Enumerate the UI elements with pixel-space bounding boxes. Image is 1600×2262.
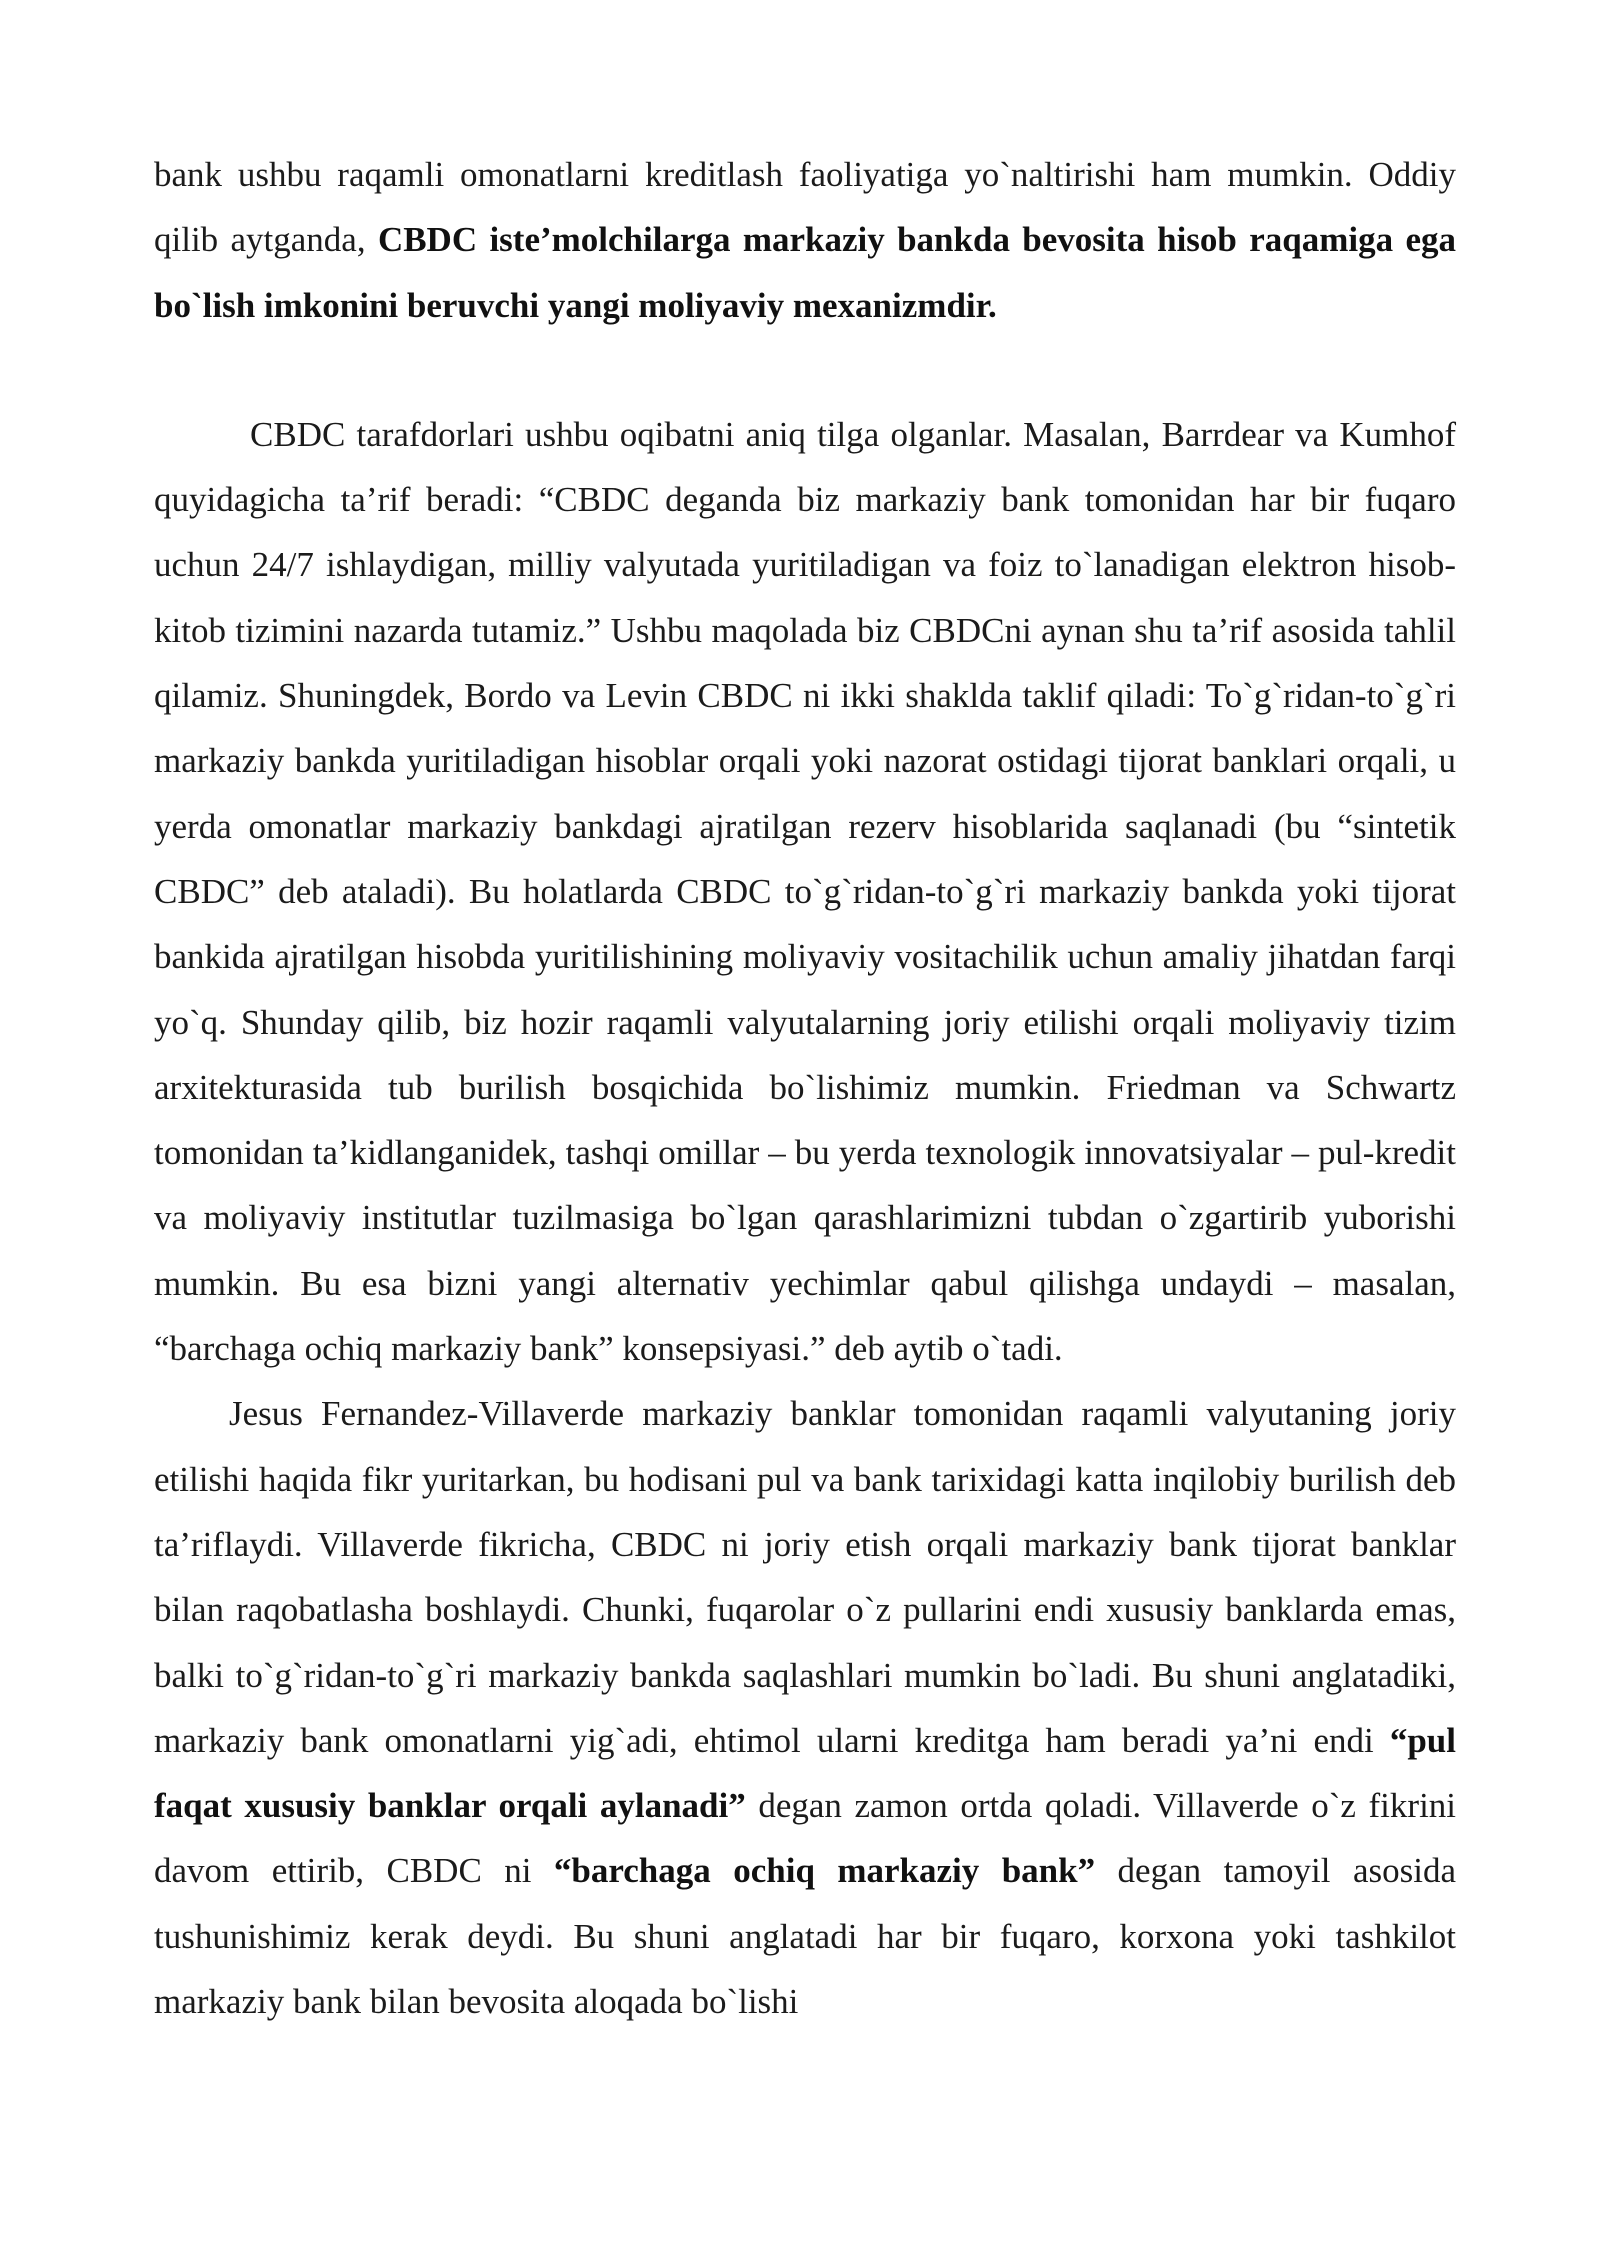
paragraph-1 (154, 142, 1456, 338)
paragraph-3-text-a: Jesus Fernandez-Villaverde markaziy banklar tomonidan raqamli valyutaning joriy etilishi haqida fikr yuritarkan, bu hodisani pul va bank tarixidagi katta inqilobiy burilish deb ta’riflaydi. Villaverde fikricha, CBDC ni joriy etish orqali markaziy bank tijorat banklar bilan raqobatlasha boshlaydi. Chunki, fuqarolar o`z pullarini endi xususiy banklarda emas, balki to`g`ridan-to`g`ri markaziy bankda saqlashlari mumkin bo`ladi. Bu shuni anglatadiki, markaziy bank omonatlarni yig`adi, ehtimol ularni kreditga ham beradi ya’ni endi (154, 1394, 1456, 1760)
paragraph-2 (154, 402, 1456, 1381)
paragraph-1-bold-definition: CBDC iste’molchilarga markaziy bankda bevosita hisob raqamiga ega bo`lish imkonini beruvchi yangi moliyaviy mexanizmdir. (154, 220, 1456, 325)
document-page (154, 142, 1456, 2034)
paragraph-3 (154, 1381, 1456, 2034)
paragraph-3-text-c: degan tamoyil asosida tushunishimiz kerak deydi. Bu shuni anglatadi har bir fuqaro, korxona yoki tashkilot markaziy bank bilan bevosita aloqada bo`lishi (154, 1851, 1456, 2022)
paragraph-2-text: CBDC tarafdorlari ushbu oqibatni aniq tilga olganlar. Masalan, Barrdear va Kumhof quyidagicha ta’rif beradi: “CBDC deganda biz markaziy bank tomonidan har bir fuqaro uchun 24/7 ishlaydigan, milliy valyutada yuritiladigan va foiz to`lanadigan elektron hisob-kitob tizimini nazarda tutamiz.” Ushbu maqolada biz CBDCni aynan shu ta’rif asosida tahlil qilamiz. Shuningdek, Bordo va Levin CBDC ni ikki shaklda taklif qiladi: To`g`ridan-to`g`ri markaziy bankda yuritiladigan hisoblar orqali yoki nazorat ostidagi tijorat banklari orqali, u yerda omonatlar markaziy bankdagi ajratilgan rezerv hisoblarida saqlanadi (bu “sintetik CBDC” deb ataladi). Bu holatlarda CBDC to`g`ridan-to`g`ri markaziy bankda yoki tijorat bankida ajratilgan hisobda yuritilishining moliyaviy vositachilik uchun amaliy jihatdan farqi yo`q. Shunday qilib, biz hozir raqamli valyutalarning joriy etilishi orqali moliyaviy tizim arxitekturasida tub burilish bosqichida bo`lishimiz mumkin. Friedman va Schwartz tomonidan ta’kidlanganidek, tashqi omillar – bu yerda texnologik innovatsiyalar – pul-kredit va moliyaviy institutlar tuzilmasiga bo`lgan qarashlarimizni tubdan o`zgartirib yuborishi mumkin. Bu esa bizni yangi alternativ yechimlar qabul qilishga undaydi – masalan, “barchaga ochiq markaziy bank” konsepsiyasi.” deb aytib o`tadi. (154, 414, 1456, 1369)
paragraph-3-bold-quote-2: “barchaga ochiq markaziy bank” (553, 1851, 1096, 1891)
paragraph-3-text-b: degan zamon ortda qoladi. Villaverde o`z fikrini davom ettirib, CBDC ni (154, 1786, 1457, 1891)
paragraph-3-bold-quote-1: “pul faqat xususiy banklar orqali aylanadi” (154, 1720, 1456, 1826)
paragraph-1-text: bank ushbu raqamli omonatlarni kreditlash faoliyatiga yo`naltirishi ham mumkin. Oddiy qilib aytganda, (154, 155, 1456, 260)
paragraph-spacer (154, 338, 1456, 402)
